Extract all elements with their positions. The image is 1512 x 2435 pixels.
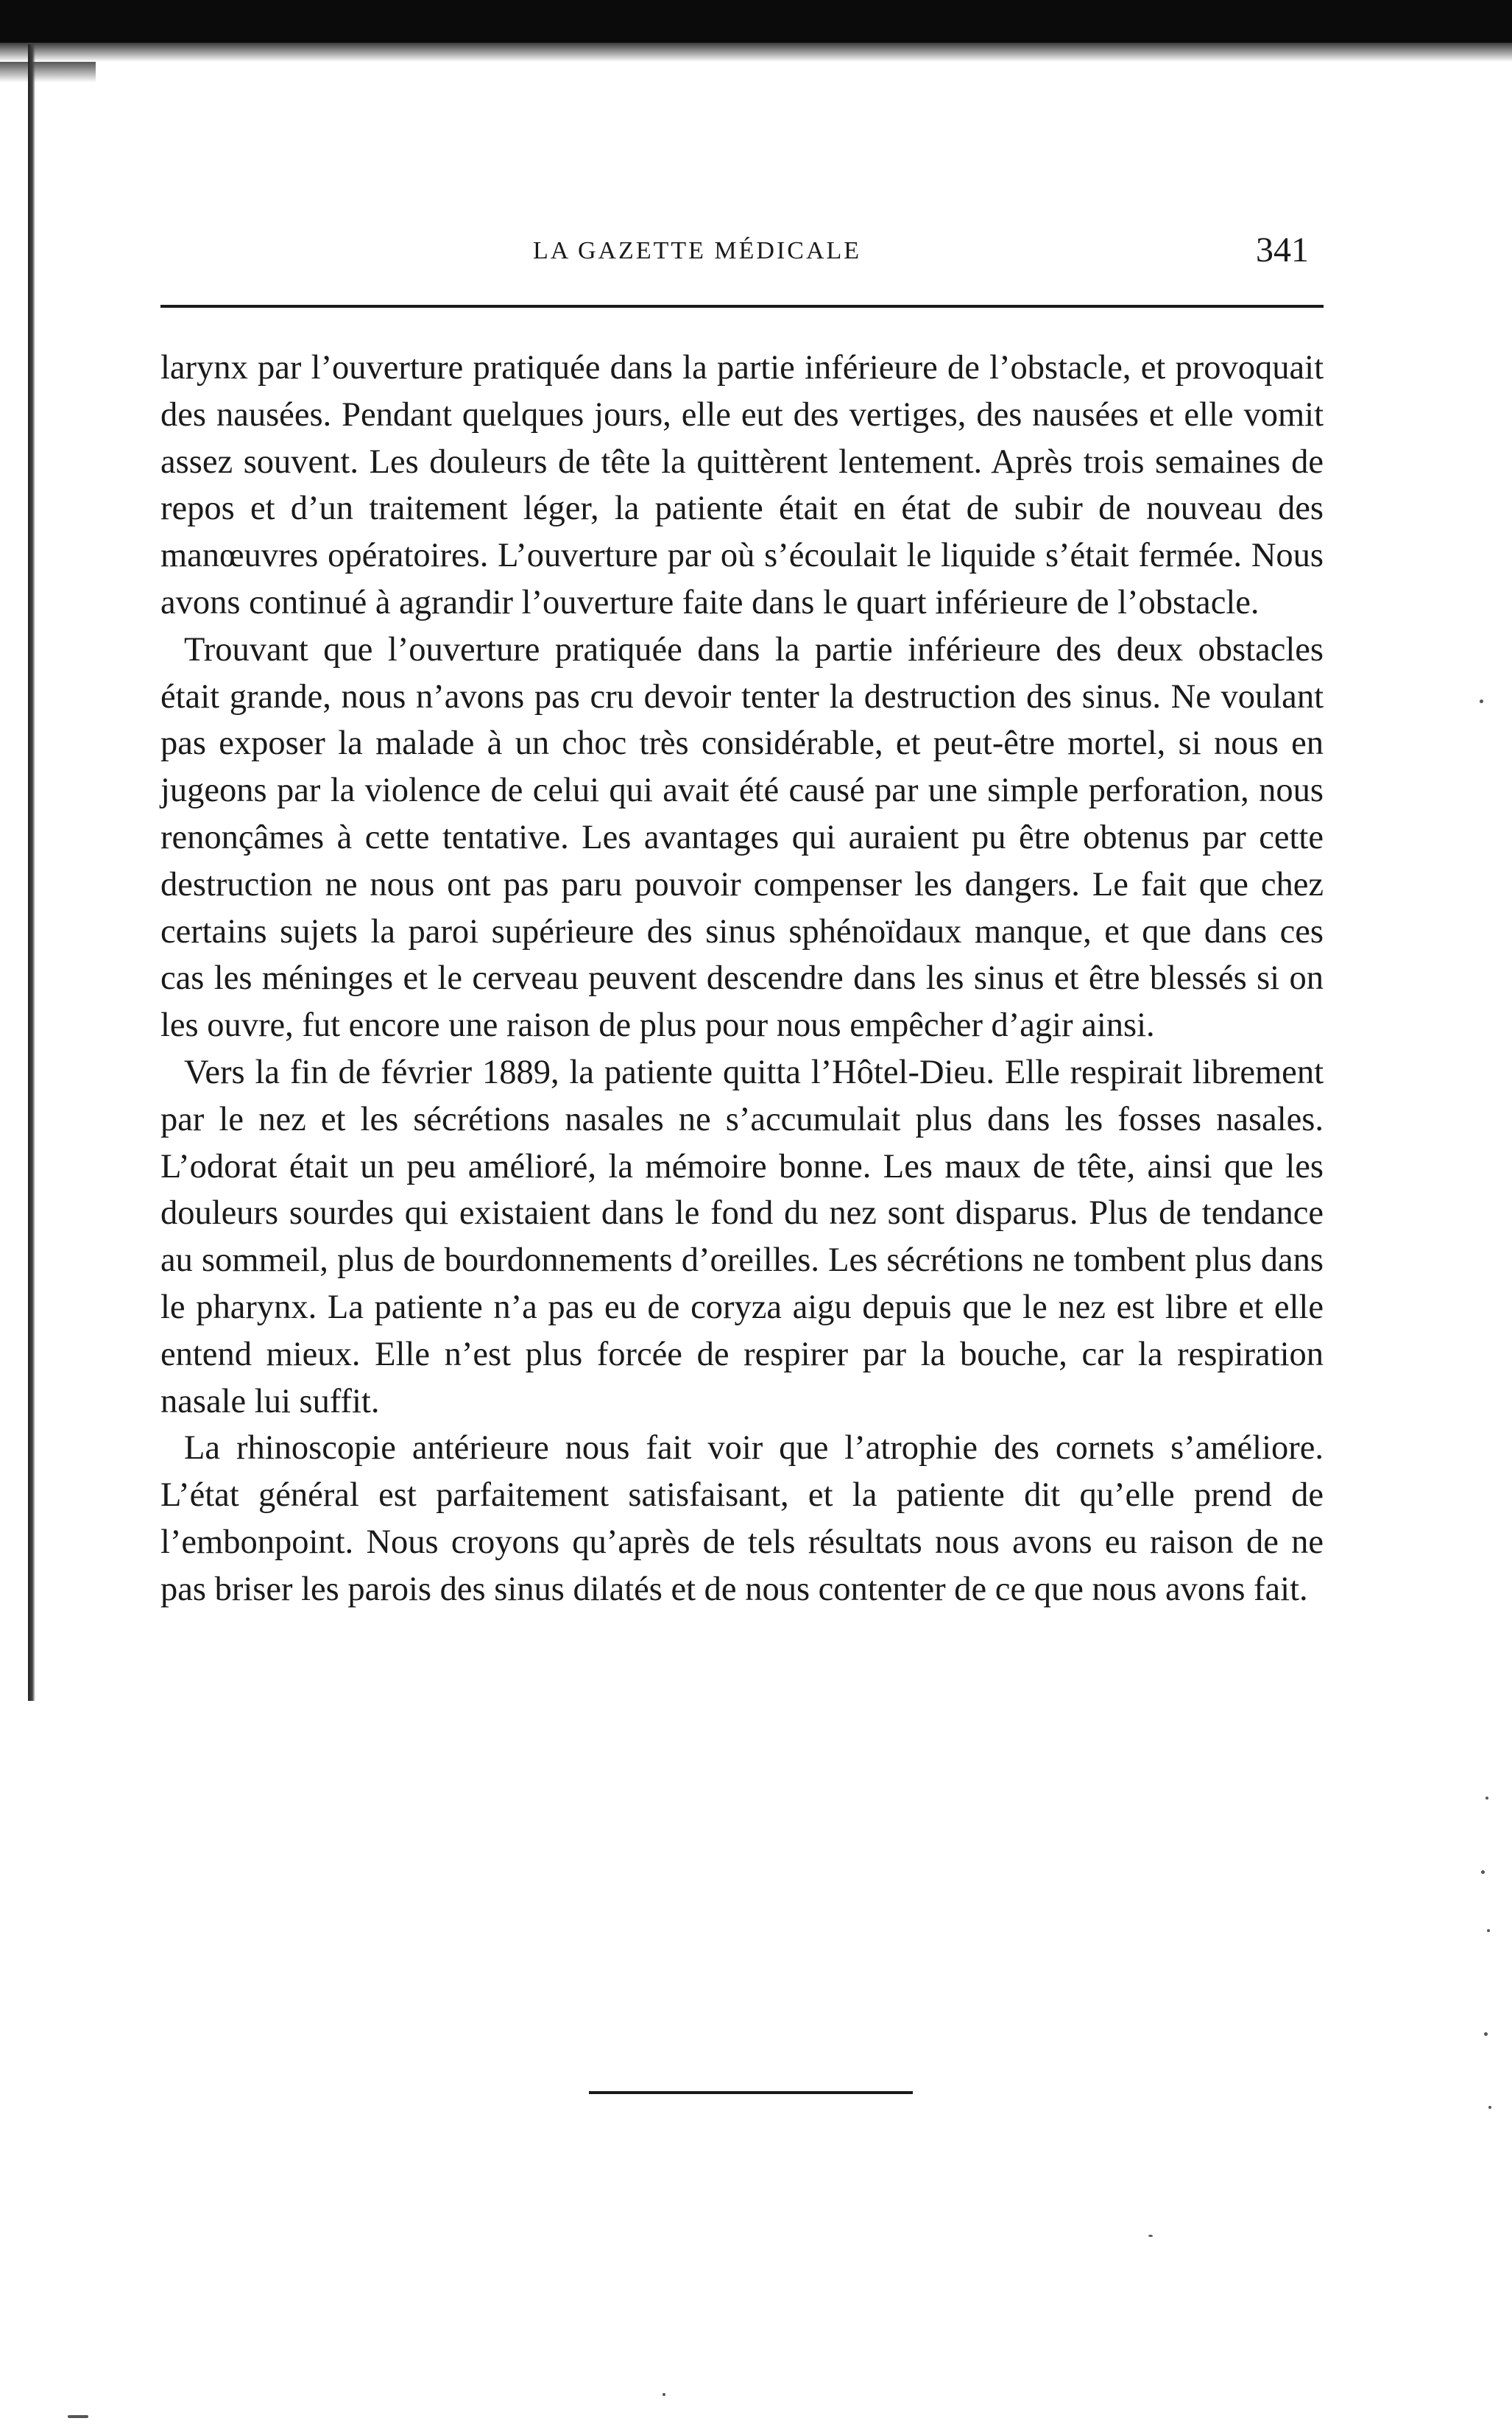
- paragraph-3: Vers la fin de février 1889, la patiente quitta l’Hôtel-Dieu. Elle respirait librement par le nez et les sécrétions nasales ne s’accumulait plus dans les fosses nasales. L’odorat était un peu amélioré, la mémoire bonne. Les maux de tête, ainsi que les douleurs sourdes qui existaient dans le fond du nez sont disparus. Plus de tendance au sommeil, plus de bourdonnements d’oreilles. Les sécrétions ne tombent plus dans le pharynx. La patiente n’a pas eu de coryza aigu depuis que le nez est libre et elle entend mieux. Elle n’est plus forcée de respirer par la bouche, car la respiration nasale lui suffit.: [160, 1053, 1324, 1420]
- scan-speck: [1481, 1870, 1485, 1874]
- running-title: LA GAZETTE MÉDICALE: [533, 237, 862, 264]
- scan-speck: [1488, 2106, 1491, 2109]
- paragraph-2: Trouvant que l’ouverture pratiquée dans la partie inférieure des deux obstacles était grande, nous n’avons pas cru devoir tenter la destruction des sinus. Ne voulant pas exposer la malade à un choc très considérable, et peut-être mortel, si nous en jugeons par la violence de celui qui avait été causé par une simple perforation, nous renonçâmes à cette tentative. Les avantages qui auraient pu être obtenus par cette destruction ne nous ont pas paru pouvoir compenser les dangers. Le fait que chez certains sujets la paroi supérieure des sinus sphénoïdaux manque, et que dans ces cas les méninges et le cerveau peuvent descendre dans les sinus et être blessés si on les ouvre, fut encore une raison de plus pour nous empêcher d’agir ainsi.: [160, 630, 1324, 1045]
- page-header: [165, 230, 1316, 274]
- scan-speck: [68, 2415, 88, 2418]
- scan-speck: [1485, 1797, 1488, 1800]
- scan-corner-shadow: [0, 62, 96, 82]
- body-text: [160, 345, 1324, 1613]
- footer-rule: [589, 2091, 913, 2094]
- page-number: 341: [1256, 230, 1309, 269]
- scan-speck: [1148, 2235, 1153, 2237]
- scan-border-left: [28, 44, 35, 1701]
- scan-speck: [1480, 700, 1483, 703]
- paragraph-1: larynx par l’ouverture pratiquée dans la partie inférieure de l’obstacle, et provoquait des nausées. Pendant quelques jours, elle eut des vertiges, des nausées et elle vomit assez souvent. Les douleurs de tête la quittèrent lentement. Après trois semaines de repos et d’un traitement léger, la patiente était en état de subir de nouveau des manœuvres opératoires. L’ouverture par où s’écoulait le liquide s’était fermée. Nous avons continué à agrandir l’ouverture faite dans le quart inférieure de l’obstacle.: [160, 349, 1324, 621]
- scan-border-shadow: [0, 43, 1512, 62]
- header-rule: [160, 305, 1324, 308]
- scan-speck: [1487, 1929, 1490, 1932]
- paragraph-4: La rhinoscopie antérieure nous fait voir que l’atrophie des cornets s’améliore. L’état général est parfaitement satisfaisant, et la patiente dit qu’elle prend de l’embonpoint. Nous croyons qu’après de tels résultats nous avons eu raison de ne pas briser les parois des sinus dilatés et de nous contenter de ce que nous avons fait.: [160, 1429, 1324, 1608]
- scan-speck: [663, 2393, 665, 2396]
- scan-speck: [1484, 2032, 1488, 2036]
- scan-border-top: [0, 0, 1512, 43]
